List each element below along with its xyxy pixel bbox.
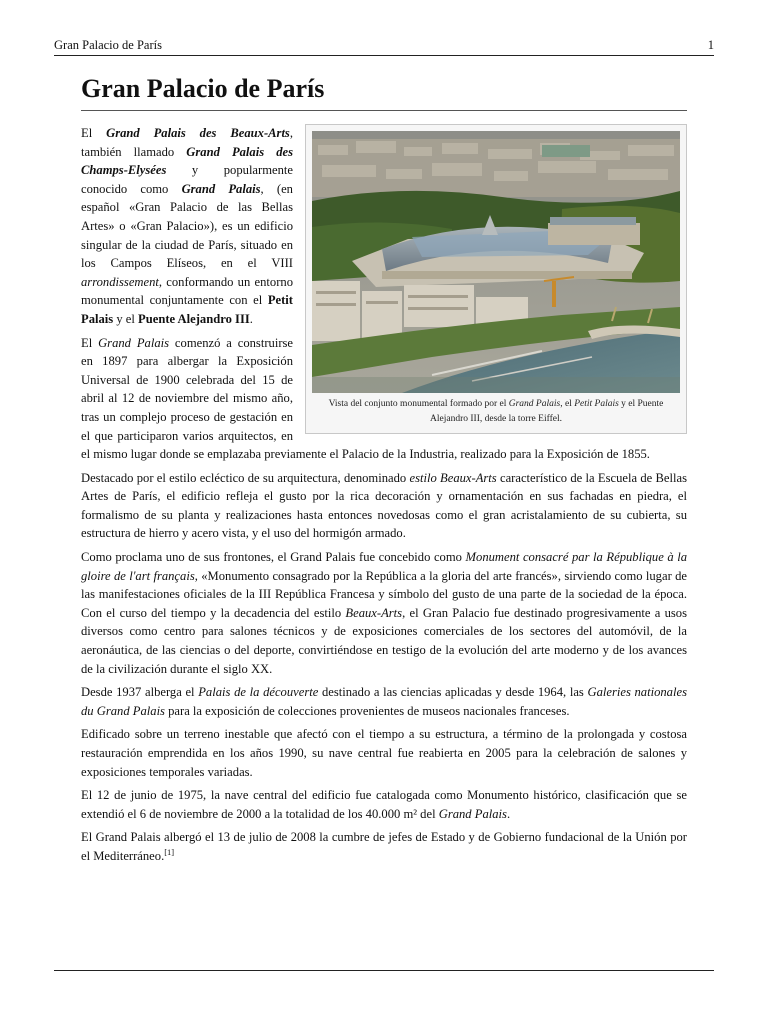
paragraph-3: Destacado por el estilo ecléctico de su arquitectura, denominado estilo Beaux-Arts característico de la Escuela de Bellas Artes de París, el edificio refleja el gusto por la rica decoración y ornamentación en sus fachadas en piedra, el formalismo de su planta y realizaciones hasta entonces novedosas como el gran acristalamiento de su cubierta, su estructura de hierro y acero vista, y el uso del hormigón armado. — [81, 470, 687, 541]
page-number: 1 — [707, 38, 714, 52]
paragraph-7: El 12 de junio de 1975, la nave central del edificio fue catalogada como Monumento histórico, clasificación que se extendió el 6 de noviembre de 2000 a la totalidad de los 40.000 m² del Grand Palais. — [81, 788, 687, 821]
paragraph-8: El Grand Palais albergó el 13 de julio de 2008 la cumbre de jefes de Estado y de Gobierno fundacional de la Unión por el Mediterráneo.[1] — [81, 830, 687, 863]
reference-link[interactable]: [1] — [164, 846, 175, 857]
paragraph-1: El Grand Palais des Beaux-Arts, también llamado Grand Palais des Champs-Elysées y popularmente conocido como Grand Palais, (en español «Gran Palacio de las Bellas Artes» o «Gran Palacio»), es un edificio singular de la ciudad de París, situado en los Campos Elíseos, en el VIII arrondissement, conformando un entorno monumental conjuntamente con el Petit Palais y el Puente Alejandro III. — [81, 126, 293, 326]
footer-rule — [54, 970, 714, 971]
figure-caption: Vista del conjunto monumental formado por el Grand Palais, el Petit Palais y el Puente Alejandro III, desde la torre Eiffel. — [328, 399, 664, 424]
article-body — [81, 124, 687, 866]
figure — [305, 124, 687, 434]
page-title: Gran Palacio de París — [81, 72, 687, 111]
paragraph-5: Desde 1937 alberga el Palais de la découverte destinado a las ciencias aplicadas y desde 1964, las Galeries nationales du Grand Palais para la exposición de colecciones provenientes de museos nacionales franceses. — [81, 685, 687, 718]
running-header — [54, 35, 714, 56]
article — [81, 72, 687, 871]
paragraph-2: El Grand Palais comenzó a construirse en 1897 para albergar la Exposición Universal de 1900 celebrada del 15 de abril al 12 de noviembre del mismo año, tras un complejo proceso de gestación en el que participaron varios arquitectos, en el mismo lugar donde se emplazaba previamente el Palacio de la Industria, realizado para la Exposición de 1855. — [81, 335, 650, 462]
paragraph-6: Edificado sobre un terreno inestable que afectó con el tiempo a su estructura, a término de la prolongada y costosa restauración emprendida en los años 1990, su nave central fue reabierta en 2005 para la celebración de salones y exposiciones temporales variadas. — [81, 727, 687, 779]
paragraph-4: Como proclama uno de sus frontones, el Grand Palais fue concebido como Monument consacré par la République à la gloire de l'art français, «Monumento consagrado por la República a la gloria del arte francés», sirviendo como lugar de las manifestaciones oficiales de la III República Francesa y símbolo del gusto de una parte de la sociedad de la época. Con el curso del tiempo y la decadencia del estilo Beaux-Arts, el Gran Palacio fue destinado progresivamente a usos diversos como centro para salones técnicos y de exposiciones comerciales de los sectores del automóvil, de la aeronáutica, de las ciencias o del deporte, convirtiéndose en testigo de la evolución del arte moderno y de los avances de la civilización durante el siglo XX. — [81, 550, 688, 676]
aerial-photo-grand-palais[interactable] — [312, 131, 680, 393]
running-title: Gran Palacio de París — [54, 38, 162, 52]
